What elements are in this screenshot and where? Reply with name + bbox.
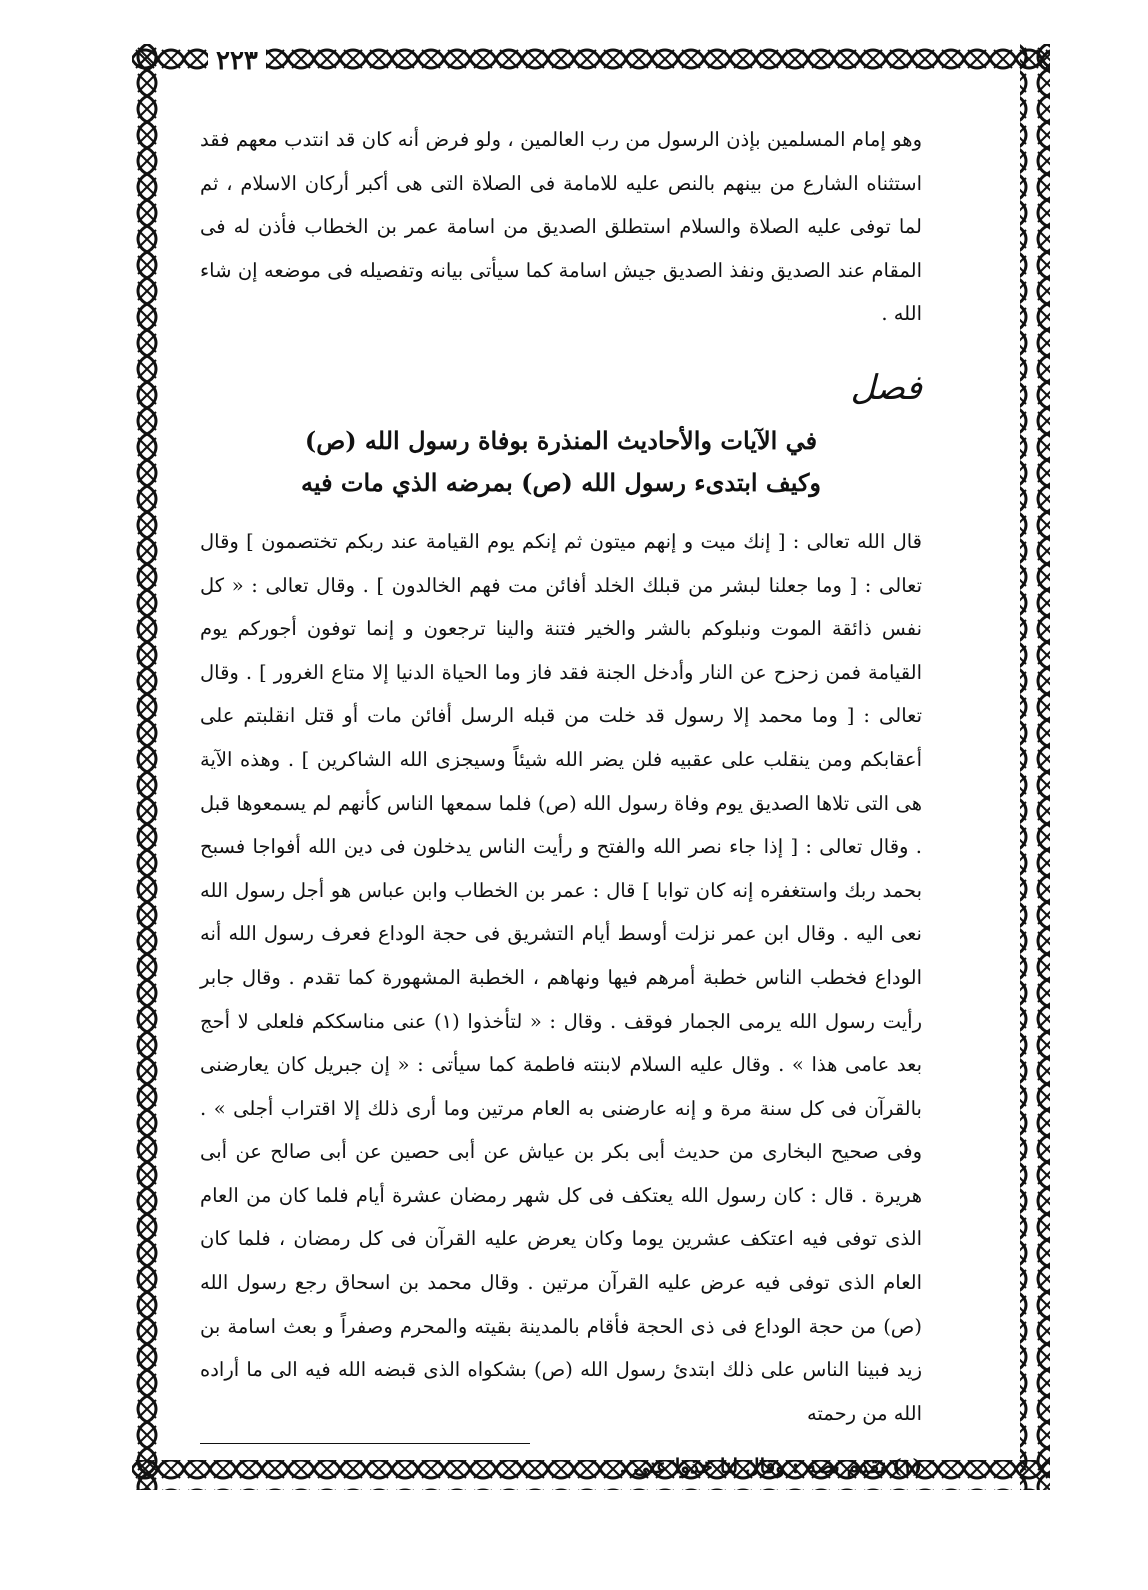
- footnote-divider: [200, 1443, 530, 1444]
- heading-line-1: في الآيات والأحاديث المنذرة بوفاة رسول الله (ص): [304, 425, 818, 455]
- section-label: فصل: [850, 367, 922, 408]
- body-paragraph: قال الله تعالى : [ إنك ميت و إنهم ميتون ثم إنكم يوم القيامة عند ربكم تختصمون ] وقال تعالى : [ وما جعلنا لبشر من قبلك الخلد أفائن مت فهم الخالدون ] . وقال تعالى : « كل نفس ذائقة الموت ونبلوكم بالشر والخير فتنة والينا ترجعون و إنما توفون أجوركم يوم القيامة فمن زحزح عن النار وأدخل الجنة فقد فاز وما الحياة الدنيا إلا متاع الغرور ] . وقال تعالى : [ وما محمد إلا رسول قد خلت من قبله الرسل أفائن مات أو قتل انقلبتم على أعقابكم ومن ينقلب على عقبيه فلن يضر الله شيئاً وسيجزى الله الشاكرين ] . وهذه الآية هى التى تلاها الصديق يوم وفاة رسول الله (ص) فلما سمعها الناس كأنهم لم يسمعوها قبل . وقال تعالى : [ إذا جاء نصر الله والفتح و رأيت الناس يدخلون فى دين الله أفواجا فسبح بحمد ربك واستغفره إنه كان توابا ] قال : عمر بن الخطاب وابن عباس هو أجل رسول الله نعى اليه . وقال ابن عمر نزلت أوسط أيام التشريق فى حجة الوداع فعرف رسول الله أنه الوداع فخطب الناس خطبة أمرهم فيها ونهاهم ، الخطبة المشهورة كما تقدم . وقال جابر رأيت رسول الله يرمى الجمار فوقف . وقال : « لتأخذوا (١) عنى مناسككم فلعلى لا أحج بعد عامى هذا » . وقال عليه السلام لابنته فاطمة كما سيأتى : « إن جبريل كان يعارضنى بالقرآن فى كل سنة مرة و إنه عارضنى به العام مرتين وما أرى ذلك إلا اقتراب أجلى » . وفى صحيح البخارى من حديث أبى بكر بن عياش عن أبى حصين عن أبى صالح عن أبى هريرة . قال : كان رسول الله يعتكف فى كل شهر رمضان عشرة أيام فلما كان من العام الذى توفى فيه اعتكف عشرين يوما وكان يعرض عليه القرآن فى كل رمضان ، فلما كان العام الذى توفى فيه عرض عليه القرآن مرتين . وقال محمد بن اسحاق رجع رسول الله (ص) من حجة الوداع فى ذى الحجة فأقام بالمدينة بقيته والمحرم وصفراً و بعث اسامة بن زيد فبينا الناس على ذلك ابتدئ رسول الله (ص) بشكواه الذى قبضه الله فيه الى ما أراده الله من رحمته: [200, 529, 923, 1425]
- heading-line-2: وكيف ابتدىء رسول الله (ص) بمرضه الذي مات فيه: [300, 467, 821, 497]
- chapter-heading: [200, 420, 922, 504]
- page-number: ٢٢٣: [208, 44, 266, 78]
- footnote: (١) تقدم نصه : وقال لنا خذوا عنى .: [619, 1454, 922, 1479]
- page-content: [200, 118, 922, 1486]
- intro-paragraph: وهو إمام المسلمين بإذن الرسول من رب العالمين ، ولو فرض أنه كان قد انتدب معهم فقد استثناه الشارع من بينهم بالنص عليه للامامة فى الصلاة التى هى أكبر أركان الاسلام ، ثم لما توفى عليه الصلاة والسلام استطلق الصديق من اسامة عمر بن الخطاب فأذن له فى المقام عند الصديق ونفذ الصديق جيش اسامة كما سيأتى بيانه وتفصيله فى موضعه إن شاء الله .: [200, 128, 922, 326]
